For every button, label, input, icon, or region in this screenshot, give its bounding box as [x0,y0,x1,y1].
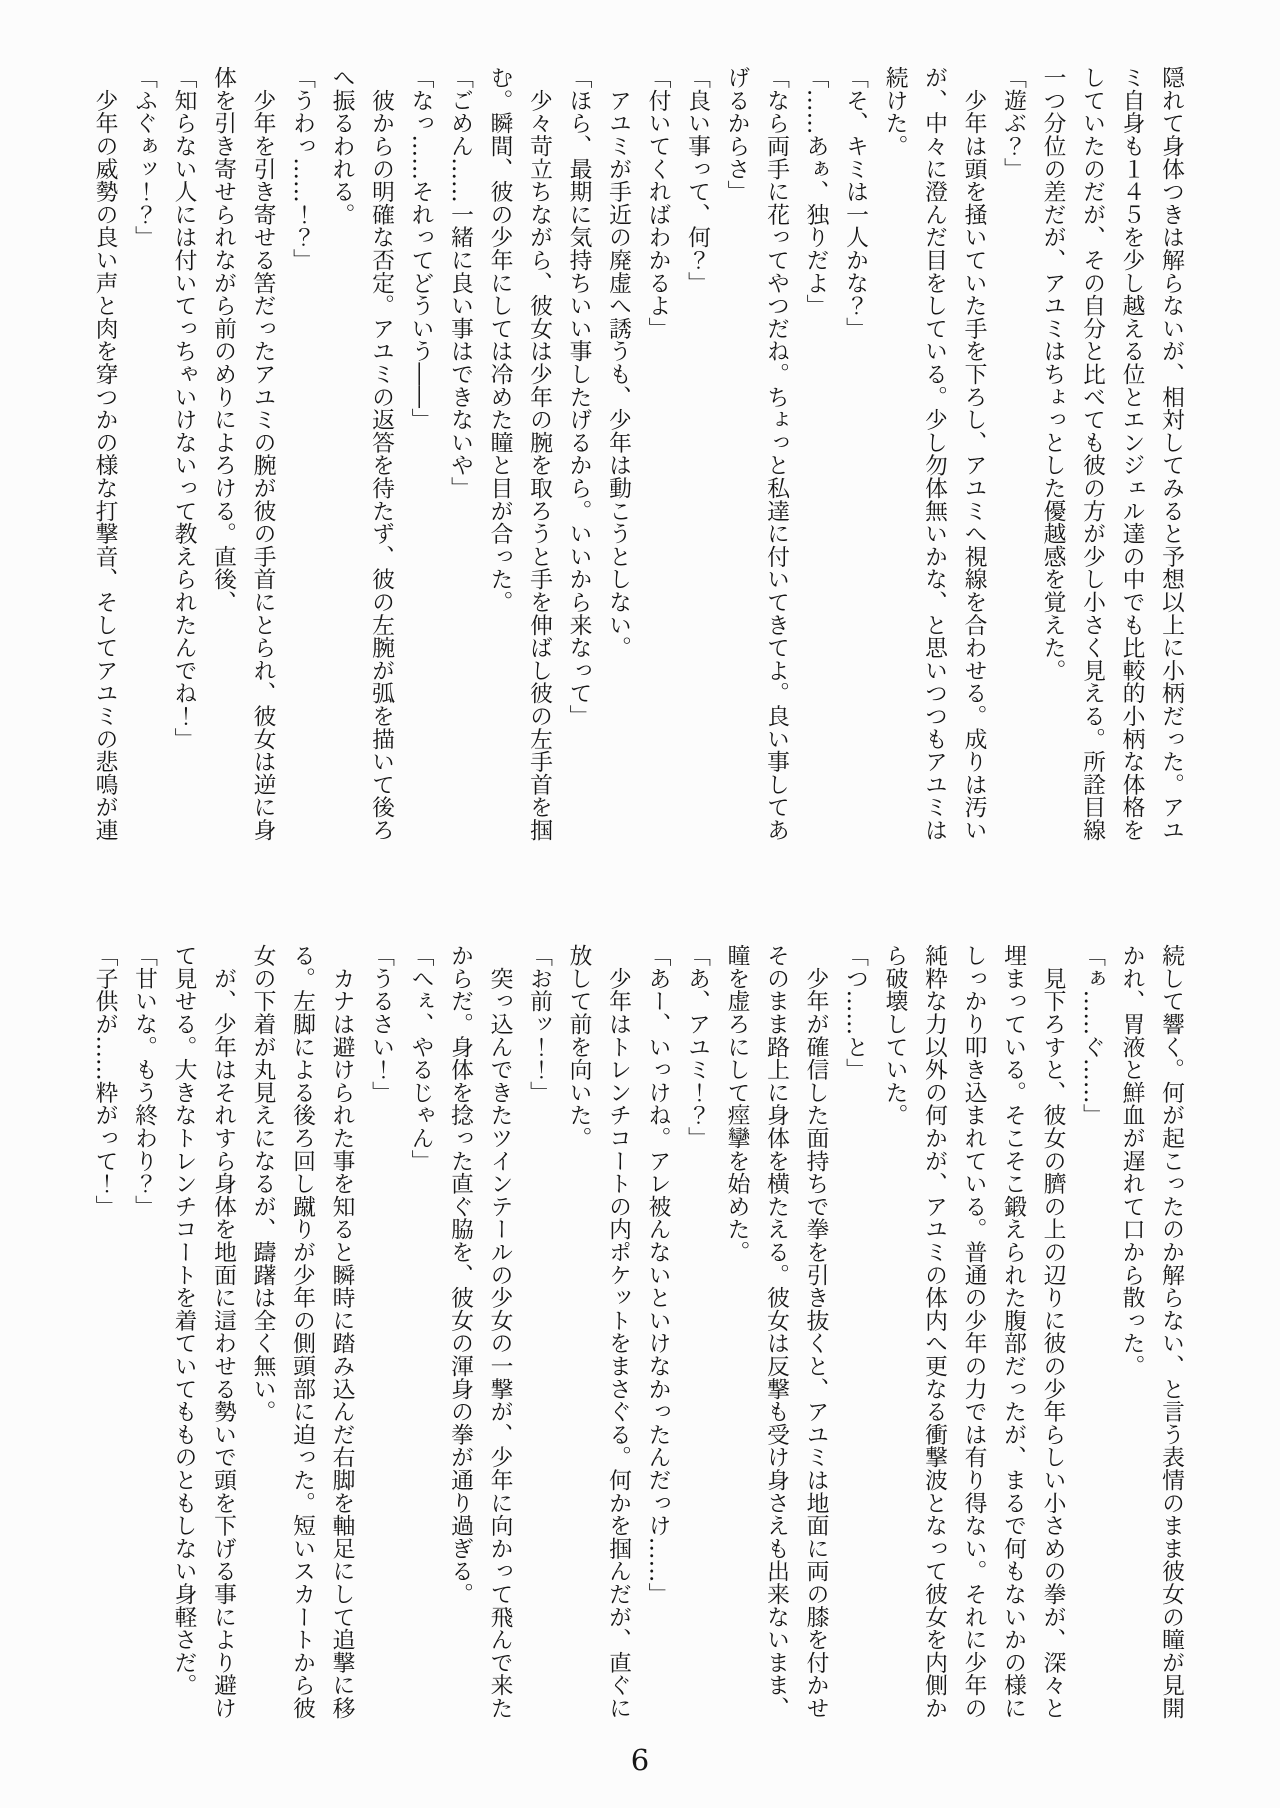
text-column: 少年が確信した面持ちで拳を引き抜くと、アユミは地面に両の膝を付かせ [802,944,829,1720]
text-column: 彼からの明確な否定。アユミの返答を待たず、彼の左腕が弧を描いて後ろ [368,66,394,842]
text-column: 少年を引き寄せる筈だったアユミの腕が彼の手首にとられ、彼女は逆に身 [249,66,276,842]
text-column: 「遊ぶ？」 [1000,66,1026,180]
text-column: へ振るわれる。 [328,66,355,226]
text-column: 隠れて身体つきは解らないが、相対してみると予想以上に小柄だった。アユ [1158,66,1184,842]
text-column: 「つ……と」 [842,944,868,1081]
text-column: げるからさ」 [723,66,750,203]
text-column: 「ほら、最期に気持ちいい事したげるから。いいから来なって」 [565,66,592,728]
text-column: 「うわっ……！？」 [289,66,315,272]
text-column: 「良い事って、何？」 [684,66,710,294]
text-column: 少年の威勢の良い声と肉を穿つかの様な打撃音、そしてアユミの悲鳴が連 [91,66,118,842]
text-column: 突っ込んできたツインテールの少女の一撃が、少年に向かって飛んで来た [486,944,513,1720]
text-column: 「なっ……それってどういう――」 [407,66,434,431]
text-column: 「甘いな。もう終わり？」 [131,944,157,1218]
text-column: て見せる。大きなトレンチコートを着ていてもものともしない身軽さだ。 [170,944,197,1697]
text-column: 「あー、いっけね。アレ被んないといけなかったんだっけ……」 [644,944,671,1606]
text-column: 「……あぁ、独りだよ」 [802,66,829,317]
text-column: そのまま路上に身体を横たえる。彼女は反撃も受け身さえも出来ないまま、 [763,944,789,1720]
text-column: 続けた。 [881,66,908,158]
text-column: 「へぇ、やるじゃん」 [407,944,434,1172]
text-column: 「なら両手に花ってやつだね。ちょっと私達に付いてきてよ。良い事してあ [763,66,789,842]
text-column: 体を引き寄せられながら前のめりによろける。直後、 [210,66,236,614]
text-column: 純粋な力以外の何かが、アユミの体内へ更なる衝撃波となって彼女を内側か [921,944,947,1720]
text-column: 「子供が……粋がって！」 [91,944,118,1218]
text-column: カナは避けられた事を知ると瞬時に踏み込んだ右脚を軸足にして追撃に移 [328,944,355,1720]
text-column: ミ自身も１４５を少し越える位とエンジェル達の中でも比較的小柄な体格を [1118,66,1145,842]
text-column: 瞳を虚ろにして痙攣を始めた。 [723,944,750,1264]
text-column: ら破壊していた。 [881,944,908,1127]
text-column: 続して響く。何が起こったのか解らない、と言う表情のまま彼女の瞳が見開 [1158,944,1184,1720]
text-column: 放して前を向いた。 [565,944,592,1150]
text-column: からだ。身体を捻った直ぐ脇を、彼女の渾身の拳が通り過ぎる。 [447,944,473,1606]
text-column: かれ、胃液と鮮血が遅れて口から散った。 [1118,944,1145,1378]
text-column: む。瞬間、彼の少年にしては冷めた瞳と目が合った。 [486,66,513,614]
text-column: 「付いてくればわかるよ」 [644,66,671,340]
text-column: 「ぁ……ぐ……」 [1079,944,1105,1127]
text-column: る。左脚による後ろ回し蹴りが少年の側頭部に迫った。短いスカートから彼 [289,944,315,1720]
text-column: 「そ、キミは一人かな？」 [842,66,868,340]
text-column: 「あ、アユミ！？」 [684,944,710,1150]
text-block-top [84,66,1190,844]
text-column: 「うるさい！」 [368,944,394,1104]
text-column: しっかり叩き込まれている。普通の少年の力では有り得ない。それに少年の [960,944,987,1720]
page-number: 6 [630,1743,650,1777]
text-column: 「知らない人には付いてっちゃいけないって教えられたんでね！」 [170,66,197,750]
text-column: 「ごめん……一緒に良い事はできないや」 [447,66,473,500]
text-column: が、少年はそれすら身体を地面に這わせる勢いで頭を下げる事により避け [210,944,236,1720]
text-column: 「お前ッ！！」 [526,944,552,1104]
text-column: 少年はトレンチコートの内ポケットをまさぐる。何かを掴んだが、直ぐに [605,944,631,1720]
text-column: アユミが手近の廃虚へ誘うも、少年は動こうとしない。 [605,66,631,659]
text-column: していたのだが、その自分と比べても彼の方が少し小さく見える。所詮目線 [1079,66,1105,842]
text-column: が、中々に澄んだ目をしている。少し勿体無いかな、と思いつつもアユミは [921,66,947,842]
text-column: 見下ろすと、彼女の臍の上の辺りに彼の少年らしい小さめの拳が、深々と [1039,944,1066,1720]
text-column: 一つ分位の差だが、アユミはちょっとした優越感を覚えた。 [1039,66,1066,682]
text-column: 女の下着が丸見えになるが、躊躇は全く無い。 [249,944,276,1423]
text-column: 埋まっている。そこそこ鍛えられた腹部だったが、まるで何もないかの様に [1000,944,1026,1720]
text-column: 「ふぐぁッ！？」 [131,66,157,249]
text-column: 少年は頭を掻いていた手を下ろし、アユミへ視線を合わせる。成りは汚い [960,66,987,842]
text-block-bottom [84,944,1190,1722]
text-column: 少々苛立ちながら、彼女は少年の腕を取ろうと手を伸ばし彼の左手首を掴 [526,66,552,842]
